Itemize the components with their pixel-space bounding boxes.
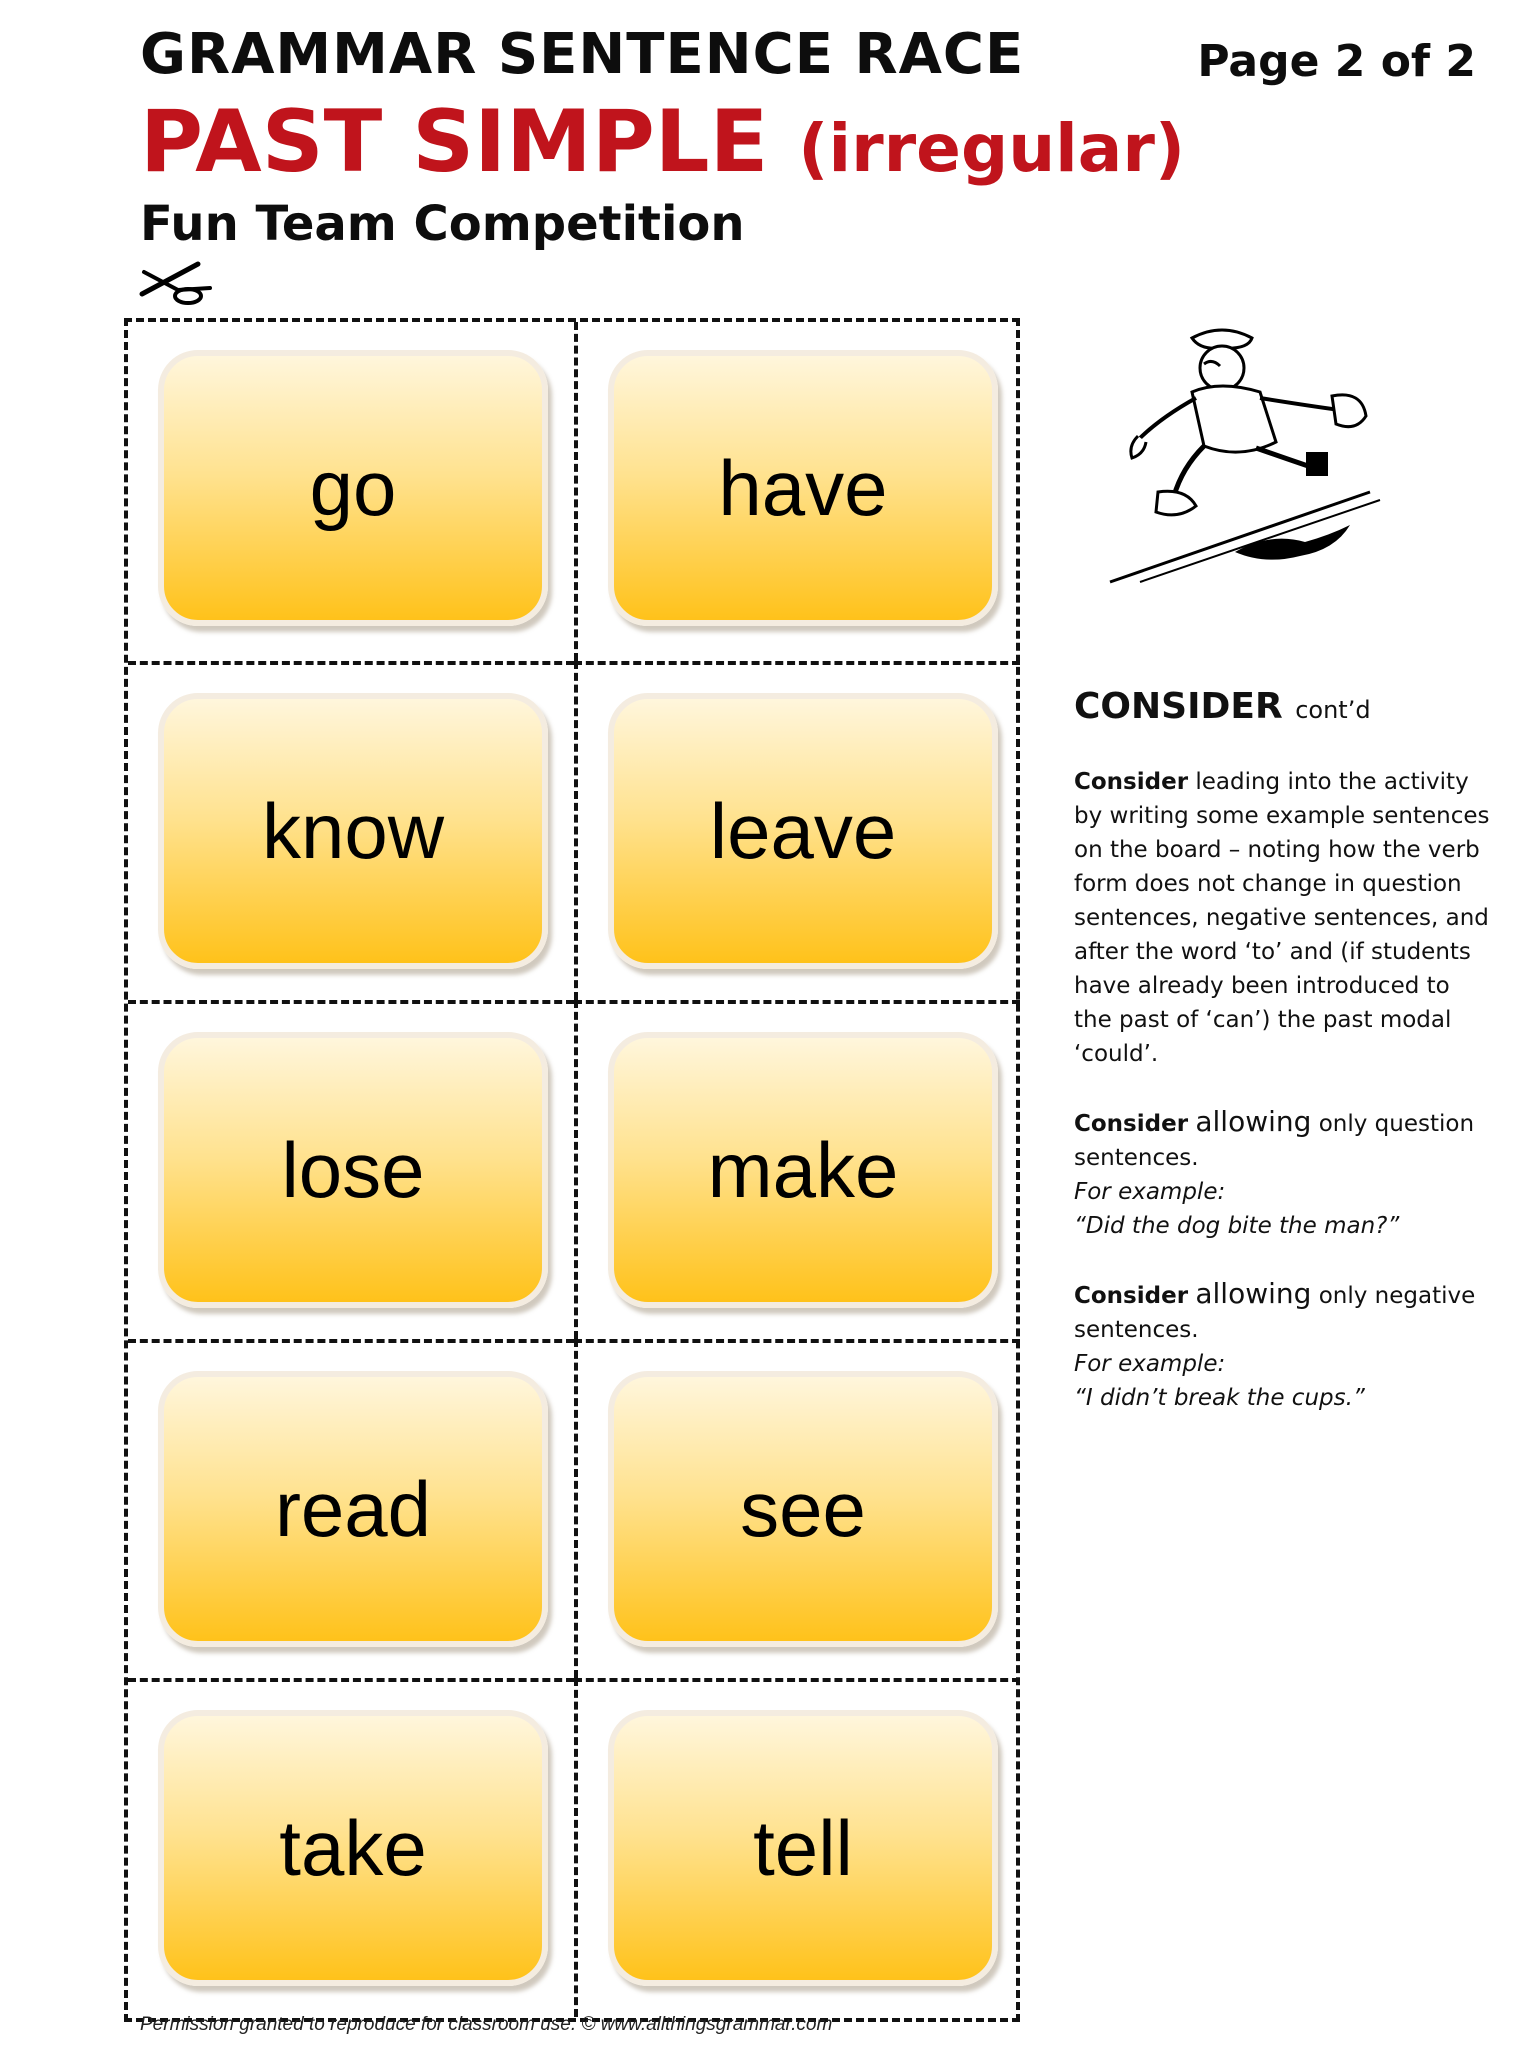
verb-card-label: tell: [753, 1803, 853, 1892]
verb-card-label: know: [261, 786, 445, 875]
verb-card: [608, 350, 998, 626]
verb-card: [608, 693, 998, 969]
note-lead: Consider: [1074, 1283, 1189, 1309]
worksheet-title: GRAMMAR SENTENCE RACE: [140, 22, 1025, 87]
note-lead: Consider: [1074, 1111, 1189, 1137]
card-cell: [574, 661, 1020, 1000]
scissors-icon: [138, 254, 214, 310]
example-sentence: “I didn’t break the cups.”: [1074, 1385, 1365, 1411]
verb-card-label: read: [274, 1464, 432, 1553]
note-paragraph: [1074, 1105, 1494, 1243]
notes-heading-main: CONSIDER: [1074, 686, 1283, 727]
verb-card: [158, 1371, 548, 1647]
card-cell: [128, 1000, 574, 1339]
card-cell: [128, 661, 574, 1000]
verb-card: [158, 350, 548, 626]
consider-notes: [1074, 686, 1494, 1449]
verb-card: [158, 1710, 548, 1986]
card-cell: [574, 322, 1020, 661]
verb-card: [158, 693, 548, 969]
page-number: Page 2 of 2: [1197, 36, 1476, 87]
verb-card: [158, 1032, 548, 1308]
verb-card: [608, 1371, 998, 1647]
verb-card-label: leave: [709, 786, 897, 875]
example-sentence: “Did the dog bite the man?”: [1074, 1213, 1400, 1239]
card-cell: [574, 1000, 1020, 1339]
notes-heading-sub: cont’d: [1295, 696, 1371, 724]
topic-title-main: PAST SIMPLE: [140, 92, 769, 192]
verb-card-label: see: [740, 1464, 866, 1553]
card-cell: [128, 322, 574, 661]
verb-card-label: lose: [281, 1125, 425, 1214]
verb-card: [608, 1032, 998, 1308]
verb-card-label: make: [707, 1125, 899, 1214]
note-emphasis: allowing: [1195, 1277, 1312, 1310]
topic-title: [140, 92, 1185, 192]
note-text: only negative sentences.: [1074, 1283, 1476, 1343]
tagline: Fun Team Competition: [140, 196, 745, 252]
example-label: For example:: [1074, 1351, 1226, 1377]
copyright-footer: Permission granted to reproduce for classroom use. © www.allthingsgrammar.com: [140, 2014, 833, 2035]
example-label: For example:: [1074, 1179, 1226, 1205]
note-paragraph: [1074, 1277, 1494, 1415]
note-lead: Consider: [1074, 769, 1189, 795]
card-cell: [128, 1339, 574, 1678]
note-text: only question sentences.: [1074, 1111, 1475, 1171]
running-man-illustration: [1100, 320, 1400, 600]
note-text: leading into the activity by writing some example sentences on the board – noting how the verb form does not change in question sentences, negative sentences, and after the word ‘to’ and (if students have already been introduced to the past of ‘can’) the past modal ‘could’.: [1074, 769, 1490, 1067]
card-cell: [574, 1339, 1020, 1678]
topic-title-paren: (irregular): [798, 110, 1186, 187]
notes-heading: [1074, 686, 1494, 727]
card-cell: [128, 1678, 574, 2017]
card-cell: [574, 1678, 1020, 2017]
verb-card-label: go: [309, 443, 397, 532]
verb-card-label: have: [718, 443, 888, 532]
note-paragraph: [1074, 765, 1494, 1071]
verb-card-label: take: [279, 1803, 427, 1892]
verb-card: [608, 1710, 998, 1986]
verb-card-grid: [124, 318, 1020, 2022]
note-emphasis: allowing: [1195, 1105, 1312, 1138]
